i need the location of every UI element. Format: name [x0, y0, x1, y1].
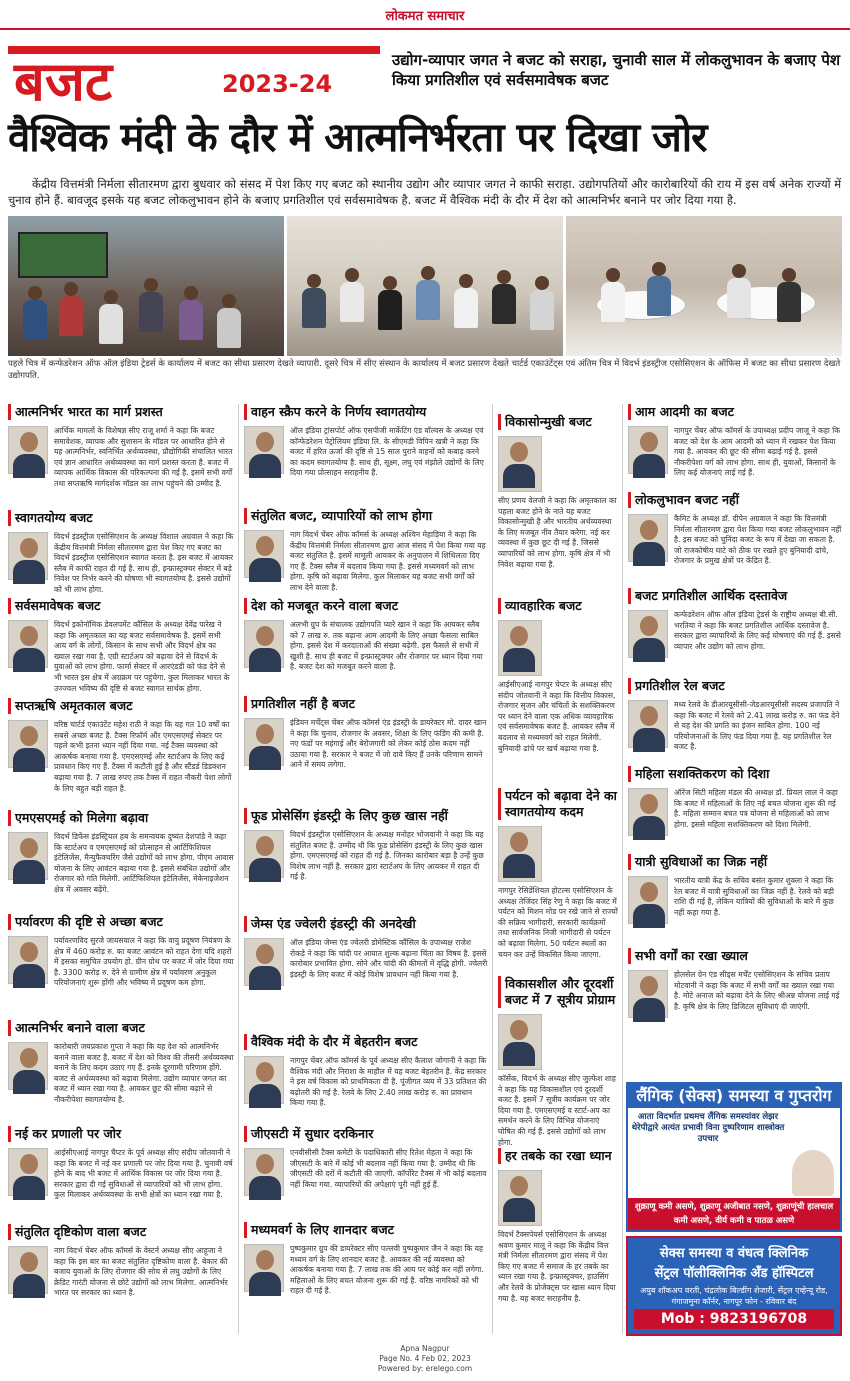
photo-strip [8, 216, 842, 356]
article-text: ऑल इंडिया जेम्स एंड ज्वेलरी डोमेस्टिक कौंसिल के उपाध्यक्ष राजेश रोकड़े ने कहा कि चांदी पर आयात शुल्क बढ़ाना चिंता का विषय है. इससे कारोबार प्रभावित होगा. सोने और चांदी की कीमतों में वृद्धि होगी. ज्वेलरी इंडस्ट्री के लिए बजट में कोई विशेष प्रावधान नहीं किया गया है. [290, 938, 488, 979]
article-headline: प्रगतिशील रेल बजट [628, 678, 842, 694]
budget-logo [8, 46, 380, 113]
portrait-photo [244, 620, 284, 668]
article-headline: आत्मनिर्भर भारत का मार्ग प्रशस्त [8, 404, 234, 420]
article [8, 404, 234, 508]
deck-heading: उद्योग-व्यापार जगत ने बजट को सराहा, चुनावी साल में लोकलुभावन के बजाए पेश किया प्रगतिशील एवं सर्वसमावेषक बजट [392, 51, 841, 89]
article-headline: विकासोन्मुखी बजट [498, 414, 618, 430]
portrait-photo [8, 936, 48, 984]
article-headline: महिला सशक्तिकरण को दिशा [628, 766, 842, 782]
article [8, 510, 234, 594]
portrait-photo [498, 620, 542, 676]
article-headline: स्वागतयोग्य बजट [8, 510, 234, 526]
article-text: नाग विदर्भ चेंबर ऑफ कॉमर्स के वेस्टर्न अध्यक्ष सीए आहूजा ने कहा कि इस बार का बजट संतुलित दृष्टिकोण वाला है. बेकार की बजाय युवाओं के लिए रोजगार की सोच से लघु उद्योगों के लिए क्रेडिट गारंटी योजना से छोटे उद्योगों को लाभ मिलेगा. आत्मनिर्भर भारत पर सरकार का ध्यान है. [54, 1246, 228, 1298]
article-headline: संतुलित दृष्टिकोण वाला बजट [8, 1224, 234, 1240]
article-headline: आम आदमी का बजट [628, 404, 842, 420]
article-headline: संतुलित बजट, व्यापारियों को लाभ होगा [244, 508, 488, 524]
article-headline: जेम्स एंड ज्वेलरी इंडस्ट्री की अनदेखी [244, 916, 488, 932]
article [498, 976, 618, 1147]
portrait-photo [8, 1246, 48, 1294]
article [244, 1034, 488, 1126]
article-text: विदर्भ डिफेंस इंडस्ट्रियल हब के समन्वयक दुष्यंत देशपांडे ने कहा कि स्टार्टअप व एमएसएमई को प्रोत्साहन से आर्टिफिशियल इंटेलिजेंस, मैन्युफैक्चरिंग जैसे उद्योगों को लाभ होगा. पीएम आवास योजना के लिए आवंटन बढ़ाया गया है. इससे संबंधित उद्योगों और रोजगार को गति मिलेगी. आर्टिफिशियल इंटेलिजेंस, मेकेनाइजेशन क्षेत्र में अवसर बढ़ेंगे. [54, 832, 234, 894]
article [498, 1148, 618, 1334]
column-rule [492, 404, 493, 1334]
article [244, 1222, 488, 1334]
portrait-photo [8, 426, 48, 474]
article-text: नागपुर रेसिडेंशियल होटल्स एसोसिएशन के अध्यक्ष तेजिंदर सिंह रेणु ने कहा कि बजट में पर्यटन को मिशन मोड पर रखे जाने से राज्यों की सक्रिय भागीदारी, सरकारी कार्यक्रमों तथा सार्वजनिक निजी भागीदारी से पर्यटन को बढ़ावा मिलेगा. 50 पर्यटन स्थलों का चयन कर उन्हें विकसित किया जाएगा. [498, 886, 618, 959]
article-text: होलसेल ग्रेन एंड सीड्स मर्चेंट एसोसिएशन के सचिव प्रताप मोटवानी ने कहा कि बजट में सभी वर्गों का ख्याल रखा गया है. मोटे अनाज को बढ़ावा देने के लिए श्रीअन्न योजना लाई गई है. कृषि क्षेत्र के लिए डिजिटल सुविधाएं दी जाएंगी. [674, 970, 840, 1011]
advert-subtitle: आता विदर्भात प्रथमच लैंगिक समस्यांवर लेझर थेरेपीद्वारे अत्यंत प्रभावी विना दुष्परिणाम शास्त्रोक्त उपचार [631, 1112, 785, 1144]
article-text: वरिष्ठ चार्टर्ड एकाउंटेंट महेश राठी ने कहा कि यह गत 10 वर्षों का सबसे अच्छा बजट है. टैक्स रिफॉर्म और एमएसएमई सेक्टर पर पहले कभी इतना ध्यान नहीं दिया गया. नई टैक्स व्यवस्था को आकर्षक बनाया गया है. एमएसएमई और स्टार्टअप के लिए कई प्रावधान किए गए हैं. टैक्स में कटौती हुई है और स्टैंडर्ड डिडक्शन बढ़ाया गया है. 7 लाख रुपए तक टैक्स में राहत नौकरी पेशा लोगों के लिए बहुत बड़ी राहत है. [54, 720, 232, 793]
article-headline: बजट प्रगतिशील आर्थिक दस्तावेज [628, 588, 842, 604]
top-rule [0, 28, 850, 30]
article [244, 808, 488, 916]
budget-word: बजट [14, 49, 113, 113]
article [628, 678, 842, 762]
article [628, 588, 842, 674]
article-text: नागपुर चेंबर ऑफ कॉमर्स के उपाध्यक्ष प्रदीप जाजू ने कहा कि बजट को देश के आम आदमी को ध्यान में रखकर पेश किया गया है. आयकर की छूट की सीमा बढ़ाई गई है. इससे नौकरीपेशा वर्ग को लाभ होगा. साथ ही, युवाओं, किसानों के लिए कई योजनाएं लाई गई हैं. [674, 426, 841, 478]
article [628, 492, 842, 584]
article-text: अलभी ग्रुप के संचालक उद्योगपति प्यारे खान ने कहा कि आयकर स्लैब को 7 लाख रु. तक बढ़ाना आम आदमी के लिए अच्छा फैसला साबित होगा. इससे देश में करदाताओं की संख्या बढ़ेगी. इस फैसले से सभी में खुशी है. साथ ही बजट में इन्फ्रास्ट्रक्चर और रोजगार पर ध्यान दिया गया है. बजट देश को मजबूत करने वाला है. [290, 620, 483, 672]
article-text: ऑल इंडिया ट्रांसपोर्ट ऑफ एसपीजी मार्केटिंग एंड वॉल्वस के अध्यक्ष एवं कॉन्फेडरेशन पेट्रोलियम इंडिया लि. के सीएमडी विपिन खत्री ने कहा कि बजट में हरित ऊर्जा की दृष्टि से 15 साल पुराने वाहनों को कबाड़ करने का कदम स्वागतयोग्य है. साथ ही, सूक्ष्म, लघु एवं मंझोले उद्योगों के लिए दिया गया प्रोत्साहन सराहनीय है. [290, 426, 484, 478]
article-text: पुष्पकुमार ग्रुप की डायरेक्टर सीए पल्लवी पुष्पकुमार जैन ने कहा कि यह मध्यम वर्ग के लिए शानदार बजट है. आयकर की नई व्यवस्था को आकर्षक बनाया गया है. 7 लाख तक की आय पर कोई कर नहीं लगेगा. महिलाओं के लिए बचत योजना शुरू की गई है. वरिष्ठ नागरिकों को भी राहत दी गई है. [290, 1244, 484, 1296]
portrait-photo [8, 532, 48, 580]
article-text: ऑरेंज सिटी महिला मंडल की अध्यक्ष डॉ. प्रियल लाल ने कहा कि बजट में महिलाओं के लिए नई बचत योजना शुरू की गई है. महिला सम्मान बचत पत्र योजना से महिलाओं को लाभ होगा. इससे महिला सशक्तिकरण को दिशा मिलेगी. [674, 788, 838, 829]
photo-caption: पहले चित्र में कन्फेडरेशन ऑफ ऑल इंडिया ट्रेडर्स के कार्यालय में बजट का सीधा प्रसारण देखते व्यापारी. दूसरे चित्र में सीए संस्थान के कार्यालय में बजट प्रसारण देखते चार्टर्ड एकाउंटेंट्स एवं अंतिम चित्र में विदर्भ इंडस्ट्रीज एसोसिएशन के ऑफिस में बजट का सीधा प्रसारण देखते उद्योगपति. [8, 359, 841, 381]
budget-year: 2023-24 [222, 70, 333, 98]
portrait-photo [628, 426, 668, 474]
article-headline: वाहन स्क्रैप करने के निर्णय स्वागतयोग्य [244, 404, 488, 420]
article [628, 854, 842, 942]
article-text: कॉर्सेक, विदर्भ के अध्यक्ष सीए जुल्फेश शाह ने कहा कि यह विकासशील एवं दूरदर्शी बजट है. इसमें 7 सूत्रीय कार्यक्रम पर जोर दिया गया है. एमएसएमई व स्टार्ट-अप का समर्थन करने के लिए विभिन्न योजनाएं घोषित की गई हैं. इससे उद्योगों को लाभ होगा. [498, 1074, 616, 1147]
portrait-photo [8, 832, 48, 880]
article-text: आईसीएआई नागपुर चेप्टर के अध्यक्ष सीए संदीप जोतवानी ने कहा कि वित्तीय विकास, रोजगार सृजन और चंचितों के सशक्तिकरण पर ध्यान देने वाला एक अधिक व्यावहारिक एवं सर्वसमावेषक बजट है. आयकर स्लैब में बदलाव से मध्यमवर्ग को राहत मिलेगी. बुनियादी ढांचे पर खर्च बढ़ाया गया है. [498, 680, 616, 753]
article [498, 788, 618, 968]
main-headline: वैश्विक मंदी के दौर में आत्मनिर्भरता पर दिखा जोर [8, 114, 707, 161]
article-text: कारोबारी जयप्रकाश गुप्ता ने कहा कि यह देश को आत्मनिर्भर बनाने वाला बजट है. बजट में देश को विश्व की तीसरी अर्थव्यवस्था बनाने के लिए कदम उठाए गए हैं. इनके दूरगामी परिणाम होंगे. बजट से अर्थव्यवस्था को बढ़ावा मिलेगा. उद्योग व्यापार जगत का बजट में ध्यान रखा गया है. आयकर छूट की सीमा बढ़ाने से नौकरीपेशा स्वागतयोग्य है. [54, 1042, 234, 1104]
portrait-photo [8, 1148, 48, 1196]
article-headline: व्यावहारिक बजट [498, 598, 618, 614]
portrait-photo [628, 876, 668, 924]
portrait-photo [8, 620, 48, 668]
portrait-photo [498, 436, 542, 492]
article-text: विदर्भ इंडस्ट्रीज एसोसिएशन के अध्यक्ष मनोहर भोजवानी ने कहा कि यह संतुलित बजट है. उम्मीद थी कि फूड प्रोसेसिंग इंडस्ट्री के लिए कुछ खास होगा. एमएसएमई को राहत दी गई है. जिनका कारोबार बड़ा है उन्हें कुछ विशेष लाभ नहीं है. सरकार द्वारा स्टार्टअप के लिए आयकर में राहत दी गई है. [290, 830, 484, 882]
article-text: भारतीय यात्री केंद्र के सचिव बसंत कुमार शुक्ला ने कहा कि रेल बजट में यात्री सुविधाओं का जिक्र नहीं है. रेलवे को बड़ी राशि दी गई है, लेकिन यात्रियों की सुविधाओं के बारे में कुछ नहीं कहा गया है. [674, 876, 834, 917]
article-headline: लोकलुभावन बजट नहीं [628, 492, 842, 508]
advert-phone[interactable]: Mob : 9823196708 [634, 1309, 834, 1329]
article-headline: हर तबके का रखा ध्यान [498, 1148, 618, 1164]
article [244, 508, 488, 592]
article-headline: देश को मजबूत करने वाला बजट [244, 598, 488, 614]
article-headline: वैश्विक मंदी के दौर में बेहतरीन बजट [244, 1034, 488, 1050]
newspaper-name: लोकमत समाचार [385, 9, 465, 24]
portrait-photo [244, 718, 284, 766]
portrait-photo [244, 1244, 284, 1292]
footer-page-date: Page No. 4 Feb 02, 2023 [379, 1354, 471, 1363]
article-text: नागपुर चेंबर ऑफ कॉमर्स के पूर्व अध्यक्ष सीए कैलाश जोगानी ने कहा कि वैश्विक मंदी और निराशा के माहौल में यह बजट बेहतरीन है. केंद्र सरकार ने इस वर्ष विकास को प्राथमिकता दी है. पूंजीगत व्यय में 33 प्रतिशत की बढ़ोतरी की गई है. रेलवे के लिए 2.40 लाख करोड़ रु. का प्रावधान किया गया है. [290, 1056, 487, 1108]
advert-address: अयुब शॉकअप वरती, चंद्रलोक बिल्डींग शेजारी, सेंट्रल एव्हेन्यू रोड, गंगाजमुना कॉर्नर, नागपूर फोन - रविवार बंद [640, 1286, 828, 1306]
article-text: आईसीएआई नागपुर चैप्टर के पूर्व अध्यक्ष सीए संदीप जोतवानी ने कहा कि बजट में नई कर प्रणाली पर जोर दिया गया है. चुनावी वर्ष होने के बाद भी बजट में आर्थिक विकास पर जोर दिया गया है. सरकार द्वारा दी गई सुविधाओं से व्यापारियों को भी लाभ होगा. कुल मिलाकर अर्थव्यवस्था के सभी क्षेत्रों का ध्यान रखा गया है. [54, 1148, 233, 1200]
article-text: मध्य रेलवे के डीआरयूसीसी-जेडआरयूसीसी सदस्य प्रजापति ने कहा कि बजट में रेलवे को 2.41 लाख करोड़ रु. का फंड देने से यह देश की प्रगति का इंजन साबित होगा. 100 नई परियोजनाओं के लिए फंड दिया गया है. यह प्रगतिशील रेल बजट है. [674, 700, 840, 752]
article-headline: जीएसटी में सुधार दरकिनार [244, 1126, 488, 1142]
article-headline: पर्यावरण की दृष्टि से अच्छा बजट [8, 914, 234, 930]
article-text: नाग विदर्भ चेंबर ऑफ कॉमर्स के अध्यक्ष अश्विन मेहाड़िया ने कहा कि केंद्रीय वित्तमंत्री निर्मला सीतारमण द्वारा आज संसद में पेश किया गया यह बजट संतुलित है. इसमें मामूली आयकर के अनुपालन में शिथिलता दिए गए हैं. टैक्स स्लैब में बदलाव किया गया है. इससे मध्यमवर्ग को लाभ होगा. कृषि को बढ़ावा मिलेगा. कुल मिलाकर यह बजट सभी वर्गों को लाभ देने वाला है. [290, 530, 486, 592]
intro-paragraph: केंद्रीय वित्तमंत्री निर्मला सीतारमण द्वारा बुधवार को संसद में पेश किए गए बजट को स्थानीय उद्योग और व्यापार जगत ने काफी सराहा. उद्योगपतियों और कारोबारियों की राय में इस वर्ष अनेक राज्यों में चुनाव होने हैं. बावजूद इसके यह बजट लोकलुभावन होने के बजाए प्रगतिशील एवं सर्वसमावेषक है. बजट में वैश्विक मंदी के दौर में देश को आत्मनिर्भर बनाने पर जोर दिया गया है. [8, 177, 842, 207]
portrait-photo [8, 1042, 48, 1090]
advert-clinic-name: सेक्स समस्या व वंधत्व क्लिनिक [659, 1246, 809, 1261]
article-text: एनवीसीसी टैक्स कमेटी के पदाधिकारी सीए रितेश मेहता ने कहा कि जीएसटी के बारे में कोई भी बदलाव नहीं किया गया है. उम्मीद थी कि जीएसटी की दरों में कटौती की जाएगी. कॉर्पोरेट टैक्स में भी कोई बदलाव नहीं किया गया. व्यापारियों की अपेक्षाएं पूरी नहीं हुई हैं. [290, 1148, 487, 1189]
portrait-photo [628, 610, 668, 658]
portrait-photo [498, 1170, 542, 1226]
article [8, 698, 234, 802]
article-text: कैमिट के अध्यक्ष डॉ. दीपेन अग्रवाल ने कहा कि वित्तमंत्री निर्मला सीतारमण द्वारा पेश किया गया बजट लोकलुभावन नहीं है. इस बजट को चुनिंदा बजट के रूप में देखा जा सकता है. जो राजकोषीय घाटे को ठीक पर रखते हुए बुनियादी ढांचे, रोजगार के प्रमुख क्षेत्रों पर केंद्रित है. [674, 514, 842, 566]
article [628, 948, 842, 1076]
article-headline: पर्यटन को बढ़ावा देने का स्वागतयोग्य कदम [498, 788, 618, 820]
article [498, 598, 618, 782]
advert-laser-therapy[interactable] [626, 1082, 842, 1232]
advert-title: लैंगिक (सेक्स) समस्या व गुप्तरोग [628, 1084, 840, 1108]
portrait-photo [628, 788, 668, 836]
photo-traders-office [8, 216, 284, 356]
article [8, 1020, 234, 1120]
portrait-photo [498, 1014, 542, 1070]
portrait-photo [244, 830, 284, 878]
page-footer [0, 1344, 850, 1374]
article-text: कन्फेडरेशन ऑफ ऑल इंडिया ट्रेडर्स के राष्ट्रीय अध्यक्ष बी.सी. भरतिया ने कहा कि बजट प्रगतिशील आर्थिक दस्तावेज है. सरकार द्वारा व्यापारियों के लिए कई घोषणाएं की गई हैं. इससे व्यापार और उद्योग को लाभ होगा. [674, 610, 841, 651]
article-headline: फूड प्रोसेसिंग इंडस्ट्री के लिए कुछ खास नहीं [244, 808, 488, 824]
portrait-photo [244, 1148, 284, 1196]
article-headline: सप्तऋषि अमृतकाल बजट [8, 698, 234, 714]
portrait-photo [628, 700, 668, 748]
article [8, 810, 234, 910]
article [8, 1224, 234, 1332]
photo-ca-institute [287, 216, 563, 356]
article-text: इंडियन मर्चेंट्स चेंबर ऑफ कॉमर्स एंड इंडस्ट्री के डायरेक्टर मो. दादर खान ने कहा कि चुनाव, रोजगार के अवसर, शिक्षा के लिए फंडिंग की कमी है. नए फंडों पर महंगाई और बेरोजगारी को लेकर कोई ठोस कदम नहीं उठाया गया है. सरकार ने बजट में जो दावे किए हैं उनके परिणाम सामने आने में समय लगेगा. [290, 718, 487, 770]
portrait-photo [628, 514, 668, 562]
article-headline: प्रगतिशील नहीं है बजट [244, 696, 488, 712]
article [244, 598, 488, 692]
portrait-photo [244, 1056, 284, 1104]
article-text: आर्थिक मामलों के विशेषज्ञ सीए राजू शर्मा ने कहा कि बजट समावेशक, व्यापक और सुशासन के मॉडल पर आधारित होने से यह आत्मनिर्भर, स्वनिर्भित अर्थव्यवस्था, प्रौद्योगिकी संचालित भारत एवं ज्ञान आधारित अर्थव्यवस्था का मार्ग प्रशस्त करता है. बजट में व्यापक आर्थिक विकास की परिकल्पना की गई है. इसमें सभी वर्गों तथा सप्तऋषि मार्गदर्शक मॉडल का लाभ पहुंचने की उम्मीद है. [54, 426, 233, 488]
article [628, 766, 842, 850]
article-headline: आत्मनिर्भर बनाने वाला बजट [8, 1020, 234, 1036]
portrait-photo [628, 970, 668, 1018]
portrait-photo [244, 426, 284, 474]
portrait-photo [498, 826, 542, 882]
article [244, 696, 488, 806]
article-text: पर्यावरणविद सुरजे जायसवाल ने कहा कि वायु प्रदूषण नियंत्रण के क्षेत्र में 460 करोड़ रु. का बजट आवंटन को राहत देगा यदि शहरों में इसका समुचित उपयोग हो. ग्रीन ग्रोथ पर बजट में जोर दिया गया है. 3300 करोड़ रु. देने से ग्रामीण क्षेत्र में पर्यावरण अनुकूल परियोजनाएं शुरू होंगी और भविष्य में प्रदूषण कम होगा. [54, 936, 234, 988]
article-headline: सभी वर्गों का रखा ख्याल [628, 948, 842, 964]
article [498, 414, 618, 594]
column-rule [238, 404, 239, 1334]
article-headline: विकासशील और दूरदर्शी बजट में 7 सूत्रीय प्रोग्राम [498, 976, 618, 1008]
advert-hospital-name: सेंट्रल पॉलीक्लिनिक अँड हॉस्पिटल [654, 1266, 814, 1281]
article-headline: नई कर प्रणाली पर जोर [8, 1126, 234, 1142]
portrait-photo [244, 530, 284, 578]
article-headline: सर्वसमावेषक बजट [8, 598, 234, 614]
advert-tagline: शुक्राणू कमी असणे, शुक्राणू अजीबात नसणे, शुक्राणूंची हालचाल कमी असणे, वीर्य कमी व पातळ असणे [628, 1198, 840, 1230]
article [244, 1126, 488, 1216]
footer-publication: Apna Nagpur [400, 1344, 450, 1353]
article [244, 404, 488, 502]
article-text: विदर्भ इकोनॉमिक डेवलपमेंट कौंसिल के अध्यक्ष देवेंद्र पारेख ने कहा कि अमृतकाल का यह बजट सर्वसमावेषक है. इसमें सभी आय वर्ग के लोगों, किसान के साथ सभी और विदर्भ क्षेत्र का ख्याल रखा गया है. एग्री स्टार्टअप को बढ़ावा देने से विदर्भ के युवाओं को लाभ होगा. फार्मा सेक्टर में आरएंडडी को फंड देने से भी भारत इस क्षेत्र में अग्रक्रम पर पहुंचेगा. कुल मिलाकर भारत के उज्ज्वल भविष्य की दृष्टि से बजट स्वागत सार्थक होगा. [54, 620, 230, 693]
article-text: विदर्भ टैक्सपेयर्स एसोसिएशन के अध्यक्ष श्रवण कुमार मालू ने कहा कि केंद्रीय वित्त मंत्री निर्मला सीतारमण द्वारा संसद में पेश किए गए बजट में समाज के हर तबके का ध्यान रखा गया है. इन्फ्रास्ट्रक्चर, हाउसिंग और रेलवे के प्रोजेक्ट्स पर खास ध्यान दिया गया है. यह बजट सराहनीय है. [498, 1230, 616, 1303]
column-rule [622, 404, 623, 1334]
footer-powered-by[interactable]: Powered by: erelego.com [377, 1364, 473, 1373]
photo-vidarbha-industries [566, 216, 842, 356]
portrait-photo [244, 938, 284, 986]
article [8, 914, 234, 1014]
article [244, 916, 488, 1028]
masthead [0, 0, 850, 30]
article-headline: एमएसएमई को मिलेगा बढ़ावा [8, 810, 234, 826]
article [628, 404, 842, 486]
article-headline: मध्यमवर्ग के लिए शानदार बजट [244, 1222, 488, 1238]
article [8, 1126, 234, 1220]
doctor-photo [792, 1150, 834, 1196]
article [8, 598, 234, 696]
article-headline: यात्री सुविधाओं का जिक्र नहीं [628, 854, 842, 870]
advert-hospital[interactable] [626, 1236, 842, 1336]
article-text: विदर्भ इंडस्ट्रीज एसोसिएशन के अध्यक्ष विशाल अग्रवाल ने कहा कि केंद्रीय वित्तमंत्री निर्मला सीतारमण द्वारा पेश किए गए बजट का विदर्भ इंडस्ट्रीज एसोसिएशन स्वागत करता है. इस बजट में आयकर स्लैब में काफी राहत दी गई है. साथ ही, इन्फ्रास्ट्रक्चर सेक्टर में बड़े निवेश पर निर्भर करने की घोषणा भी स्वागतयोग्य है. इससे उद्योगों को भी लाभ होगा. [54, 532, 234, 594]
article-text: सीए प्रणय वेलजी ने कहा कि अमृतकाल का पहला बजट होने के नाते यह बजट विकासोन्मुखी है और भारतीय अर्थव्यवस्था के लिए मजबूत नींव तैयार करेगा. नई कर व्यवस्था में कुछ छूट दी गई है. जिससे व्यापारियों को लाभ होगा. कृषि क्षेत्र में भी निवेश बढ़ाया गया है. [498, 496, 617, 569]
portrait-photo [8, 720, 48, 768]
